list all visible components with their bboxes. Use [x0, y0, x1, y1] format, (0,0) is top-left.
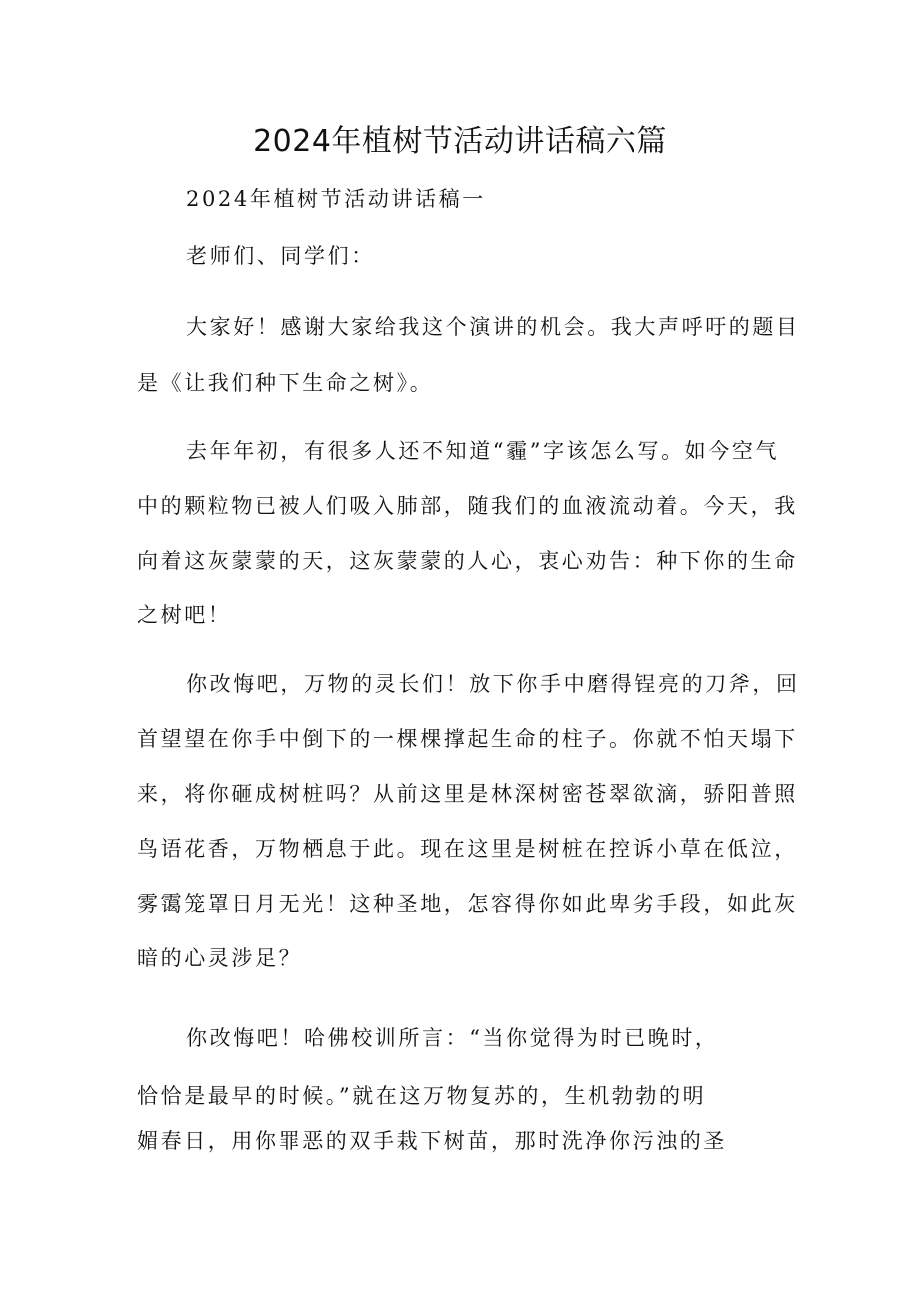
paragraph-line: 去年年初，有很多人还不知道“霾”字该怎么写。如今空气: [186, 439, 780, 463]
paragraph-line: 之树吧！: [137, 603, 232, 627]
paragraph-line: 是《让我们种下生命之树》。: [137, 371, 434, 395]
paragraph-line: 鸟语花香，万物栖息于此。现在这里是树桩在控诉小草在低泣，: [137, 837, 798, 861]
paragraph-line: 雾霭笼罩日月无光！这种圣地，怎容得你如此卑劣手段，如此灰: [137, 892, 798, 916]
paragraph-line: 来，将你砸成树桩吗？从前这里是林深树密苍翠欲滴，骄阳普照: [137, 782, 798, 806]
paragraph-line: 大家好！感谢大家给我这个演讲的机会。我大声呼吁的题目: [186, 315, 800, 339]
paragraph-line: 媚春日，用你罪恶的双手栽下树苗，那时洗净你污浊的圣: [137, 1129, 727, 1153]
paragraph-line: 暗的心灵涉足？: [137, 946, 303, 970]
document-title: 2024年植树节活动讲话稿六篇: [253, 124, 667, 159]
section-heading: 2024年植树节活动讲话稿一: [186, 187, 486, 211]
paragraph-line: 你改悔吧！哈佛校训所言：“当你觉得为时已晚时，: [186, 1026, 719, 1050]
paragraph-line: 恰恰是最早的时候。”就在这万物复苏的，生机勃勃的明: [137, 1084, 707, 1108]
paragraph-line: 你改悔吧，万物的灵长们！放下你手中磨得锃亮的刀斧，回: [186, 672, 800, 696]
paragraph-line: 向着这灰蒙蒙的天，这灰蒙蒙的人心，衷心劝告：种下你的生命: [137, 549, 798, 573]
paragraph-line: 中的颗粒物已被人们吸入肺部，随我们的血液流动着。今天，我: [137, 494, 798, 518]
paragraph-line: 首望望在你手中倒下的一棵棵撑起生命的柱子。你就不怕天塌下: [137, 727, 798, 751]
salutation: 老师们、同学们：: [186, 244, 375, 268]
